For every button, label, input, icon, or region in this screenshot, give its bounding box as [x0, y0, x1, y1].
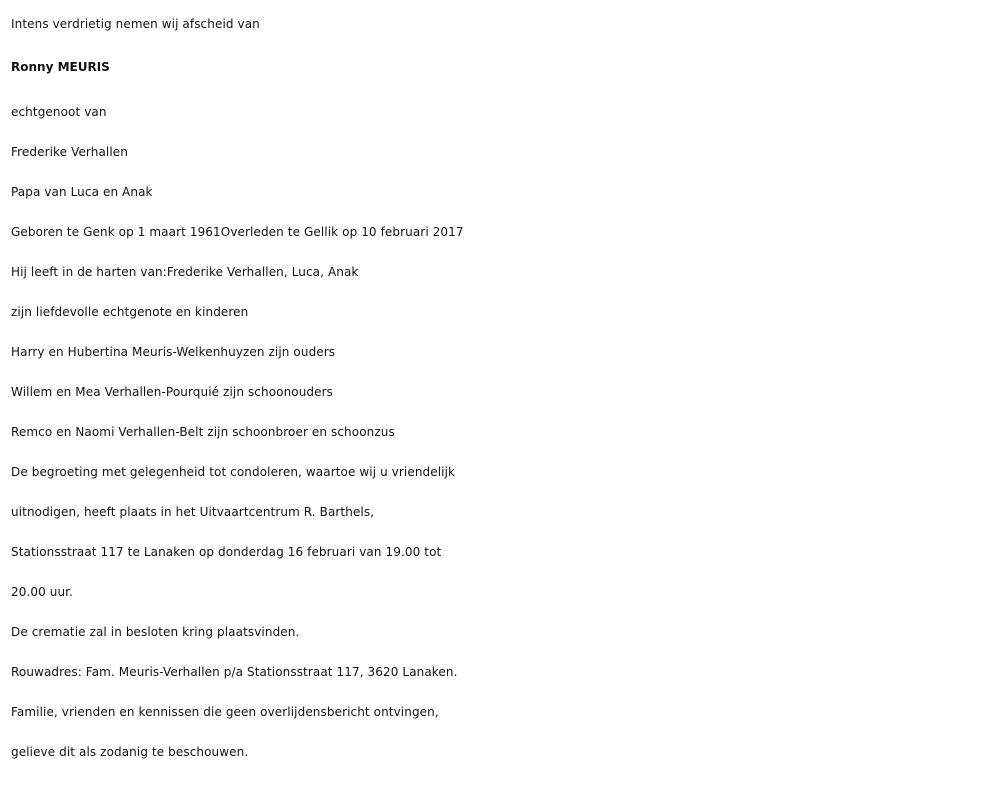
condolence-line: uitnodigen, heeft plaats in het Uitvaartcentrum R. Barthels, [11, 505, 375, 519]
children-line: Papa van Luca en Anak [11, 185, 153, 199]
condolence-line: 20.00 uur. [11, 585, 74, 599]
family-line: Willem en Mea Verhallen-Pourquié zijn schoonouders [11, 385, 334, 399]
birth-death-line: Geboren te Genk op 1 maart 1961Overleden te Gellik op 10 februari 2017 [11, 225, 464, 239]
address-line: Rouwadres: Fam. Meuris-Verhallen p/a Stationsstraat 117, 3620 Lanaken. [11, 665, 458, 679]
cremation-line: De crematie zal in besloten kring plaatsvinden. [11, 625, 300, 639]
family-line: zijn liefdevolle echtgenote en kinderen [11, 305, 249, 319]
family-line: Remco en Naomi Verhallen-Belt zijn schoonbroer en schoonzus [11, 425, 395, 439]
closing-line: Familie, vrienden en kennissen die geen overlijdensbericht ontvingen, [11, 705, 439, 719]
condolence-line: De begroeting met gelegenheid tot condoleren, waartoe wij u vriendelijk [11, 465, 456, 479]
spouse-label: echtgenoot van [11, 105, 107, 119]
deceased-name: Ronny MEURIS [11, 60, 110, 74]
spouse-name: Frederike Verhallen [11, 145, 128, 159]
intro-text: Intens verdrietig nemen wij afscheid van [11, 17, 260, 31]
condolence-line: Stationsstraat 117 te Lanaken op donderdag 16 februari van 19.00 tot [11, 545, 442, 559]
lives-on-line: Hij leeft in de harten van:Frederike Verhallen, Luca, Anak [11, 265, 359, 279]
family-line: Harry en Hubertina Meuris-Welkenhuyzen zijn ouders [11, 345, 336, 359]
closing-line: gelieve dit als zodanig te beschouwen. [11, 745, 249, 759]
